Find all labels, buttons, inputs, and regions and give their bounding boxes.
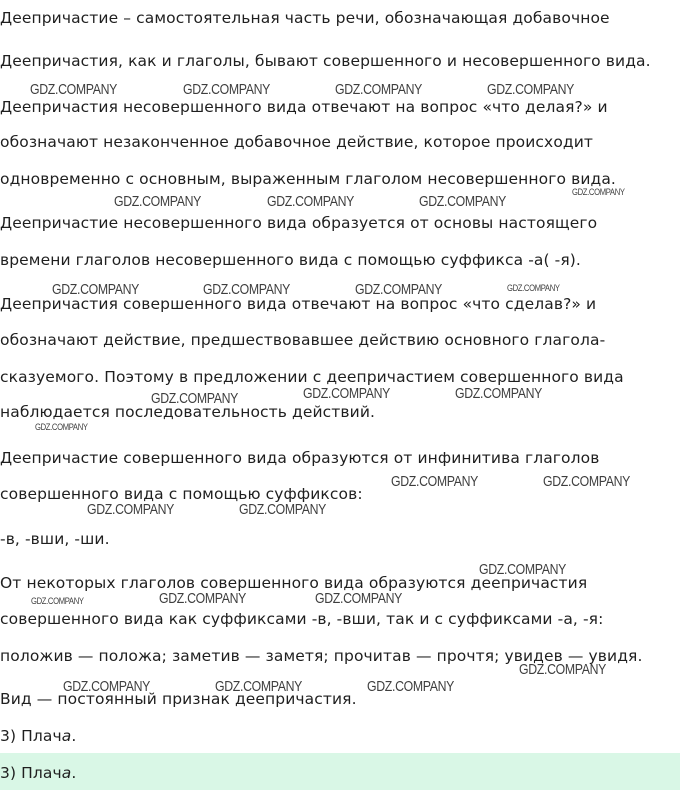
text-line-7: времени глаголов несовершенного вида с помощью суффикса -а( -я). (0, 251, 581, 269)
text-line-15: От некоторых глаголов совершенного вида образуются деепричастия (0, 574, 588, 592)
highlighted-answer-line (0, 763, 76, 783)
watermark: GDZ.COMPANY (507, 283, 560, 293)
watermark: GDZ.COMPANY (183, 81, 271, 98)
text-line-10: сказуемого. Поэтому в предложении с деепричастием совершенного вида (0, 368, 624, 386)
watermark: GDZ.COMPANY (367, 678, 455, 695)
watermark: GDZ.COMPANY (572, 187, 625, 197)
watermark: GDZ.COMPANY (114, 193, 202, 210)
text-line-17: положив — положа; заметив — заметя; прочитав — прочтя; увидев — увидя. (0, 647, 643, 665)
text-line-16: совершенного вида как суффиксами -в, -вши, так и с суффиксами -а, -я: (0, 610, 604, 628)
text-line-14: -в, -вши, -ши. (0, 530, 110, 548)
accented-letter: а (61, 727, 72, 745)
watermark: GDZ.COMPANY (30, 81, 118, 98)
text-line-2: Деепричастия, как и глаголы, бывают совершенного и несовершенного вида. (0, 52, 651, 70)
watermark: GDZ.COMPANY (391, 473, 479, 490)
watermark: GDZ.COMPANY (519, 661, 607, 678)
answer-text: 3) Плач (0, 727, 62, 745)
watermark: GDZ.COMPANY (543, 473, 631, 490)
watermark: GDZ.COMPANY (31, 596, 84, 606)
text-line-6: Деепричастие несовершенного вида образуется от основы настоящего (0, 214, 598, 232)
answer-line (0, 726, 76, 746)
highlighted-answer-text: 3) Плач (0, 764, 62, 782)
watermark: GDZ.COMPANY (267, 193, 355, 210)
watermark: GDZ.COMPANY (35, 422, 88, 432)
watermark: GDZ.COMPANY (419, 193, 507, 210)
text-line-5: одновременно с основным, выраженным глаголом несовершенного вида. (0, 170, 616, 188)
text-line-1: Деепричастие – самостоятельная часть речи, обозначающая добавочное (0, 9, 610, 27)
text-line-11: наблюдается последовательность действий. (0, 403, 376, 421)
text-line-18: Вид — постоянный признак деепричастия. (0, 690, 357, 708)
watermark: GDZ.COMPANY (487, 81, 575, 98)
watermark: GDZ.COMPANY (479, 561, 567, 578)
text-line-13: совершенного вида с помощью суффиксов: (0, 485, 363, 503)
watermark: GDZ.COMPANY (63, 678, 151, 695)
highlighted-accented-letter: а (61, 764, 72, 782)
watermark: GDZ.COMPANY (303, 385, 391, 402)
highlighted-answer-end: . (71, 764, 77, 782)
watermark: GDZ.COMPANY (355, 281, 443, 298)
watermark: GDZ.COMPANY (315, 590, 403, 607)
watermark: GDZ.COMPANY (52, 281, 140, 298)
watermark: GDZ.COMPANY (335, 81, 423, 98)
text-line-4: обозначают незаконченное добавочное действие, которое происходит (0, 133, 594, 151)
watermark: GDZ.COMPANY (151, 390, 239, 407)
text-line-8: Деепричастия совершенного вида отвечают на вопрос «что сделав?» и (0, 295, 597, 313)
text-line-9: обозначают действие, предшествовавшее действию основного глагола- (0, 331, 606, 349)
watermark: GDZ.COMPANY (159, 590, 247, 607)
watermark: GDZ.COMPANY (87, 501, 175, 518)
watermark: GDZ.COMPANY (239, 501, 327, 518)
watermark: GDZ.COMPANY (203, 281, 291, 298)
text-line-3: Деепричастия несовершенного вида отвечают на вопрос «что делая?» и (0, 98, 608, 116)
highlight-band (0, 753, 680, 790)
text-line-12: Деепричастие совершенного вида образуются от инфинитива глаголов (0, 449, 600, 467)
watermark: GDZ.COMPANY (215, 678, 303, 695)
answer-end: . (71, 727, 77, 745)
watermark: GDZ.COMPANY (455, 385, 543, 402)
